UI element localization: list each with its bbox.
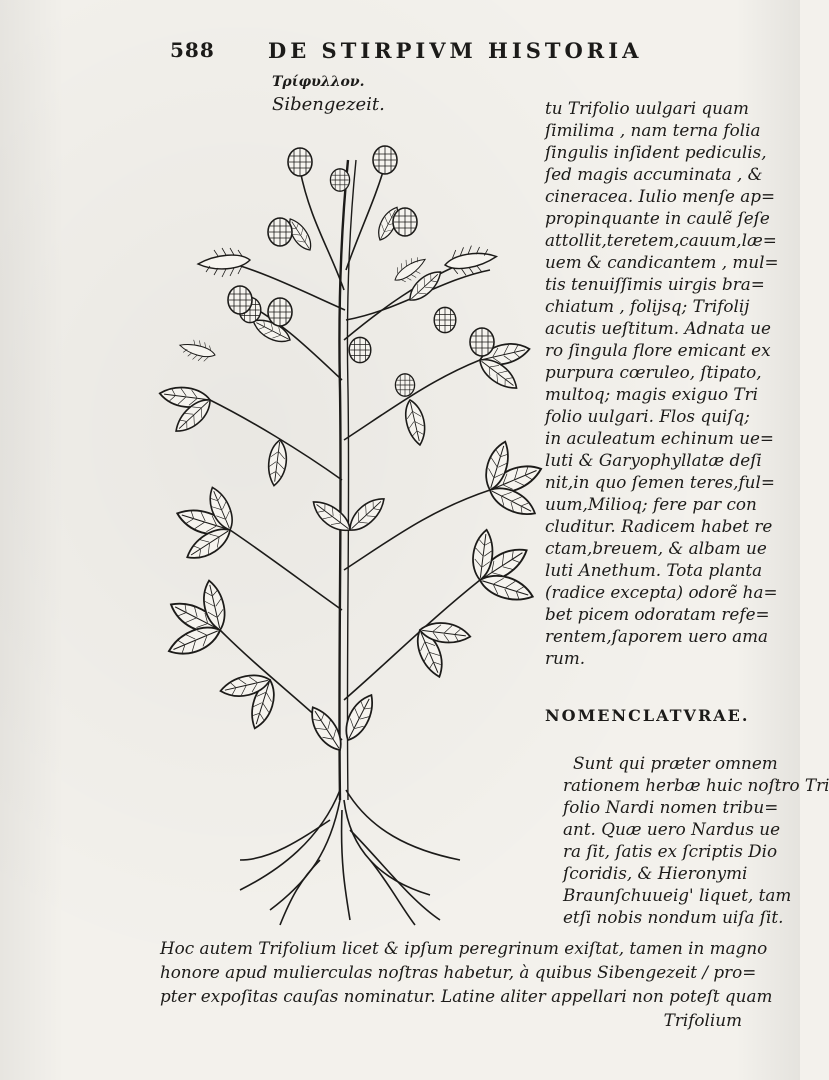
text-line: cluditur. Radicem habet re: [545, 516, 773, 536]
text-line: ſed magis accuminata , &: [545, 164, 763, 184]
text-line: ſcoridis, & Hieronymi: [563, 863, 748, 883]
folio-number: 588: [170, 38, 215, 62]
text-line: ro ſingula flore emicant ex: [545, 340, 771, 360]
text-line: uum,Milioq; fere par con: [545, 494, 757, 514]
text-line: cineracea. Iulio menſe ap=: [545, 186, 776, 206]
text-line: ſingulis inſident pediculis,: [545, 142, 767, 162]
text-line: Trifolium: [663, 1010, 742, 1030]
text-line: rum.: [545, 648, 586, 668]
section-heading-nomenclature: NOMENCLATVRAE.: [545, 706, 750, 725]
text-line: acutis ueſtitum. Adnata ue: [545, 318, 771, 338]
text-line: ctam,breuem, & albam ue: [545, 538, 767, 558]
text-line: Sunt qui præter omnem: [573, 753, 778, 773]
text-line: Hoc autem Trifolium licet & ipſum peregrinum exiſtat, tamen in magno: [160, 938, 768, 958]
trifolium-woodcut-illustration: [180, 140, 540, 930]
text-line: ra ſit, ſatis ex ſcriptis Dio: [563, 841, 778, 861]
text-line: (radice excepta) odorẽ ha=: [545, 582, 778, 602]
text-line: uem & candicantem , mul=: [545, 252, 779, 272]
text-line: luti Anethum. Tota planta: [545, 560, 763, 580]
text-line: chiatum , folijsq; Trifolij: [545, 296, 750, 316]
figure-greek-label: Τρίφυλλον.: [272, 74, 365, 90]
figure-vernacular-label: Sibengezeit.: [272, 94, 385, 115]
text-line: folio Nardi nomen tribu=: [563, 797, 779, 817]
text-line: pter expoſitas cauſas nominatur. Latine aliter appellari non poteſt quam: [160, 986, 773, 1006]
text-line: ſimilima , nam terna folia: [545, 120, 761, 140]
text-line: Braunſchuueig' liquet, tam: [563, 885, 792, 905]
text-line: ant. Quæ uero Nardus ue: [563, 819, 781, 839]
text-line: rationem herbæ huic noſtro Tri: [563, 775, 829, 795]
text-line: purpura cœruleo, ſtipato,: [545, 362, 762, 382]
text-line: etſi nobis nondum uiſa ſit.: [563, 907, 784, 927]
text-line: tis tenuiſſimis uirgis bra=: [545, 274, 765, 294]
page-header: [160, 30, 760, 70]
nomenclature-text: [563, 752, 829, 928]
text-line: folio uulgari. Flos quiſq;: [545, 406, 750, 426]
text-line: nit,in quo ſemen teres,ful=: [545, 472, 775, 492]
text-line: attollit,teretem,cauum,læ=: [545, 230, 777, 250]
text-line: luti & Garyophyllatæ deſi: [545, 450, 762, 470]
text-line: bet picem odoratam refe=: [545, 604, 770, 624]
description-text: [545, 97, 779, 669]
text-line: propinquante in caulẽ ſeſe: [545, 208, 770, 228]
text-line: multoq; magis exiguo Tri: [545, 384, 758, 404]
text-line: tu Trifolio uulgari quam: [545, 98, 749, 118]
text-line: honore apud mulierculas noſtras habetur, à quibus Sibengezeit / pro=: [160, 962, 757, 982]
bottom-paragraph: [160, 936, 773, 1032]
text-line: in aculeatum echinum ue=: [545, 428, 774, 448]
text-line: rentem,ſaporem uero ama: [545, 626, 769, 646]
running-head: DE STIRPIVM HISTORIA: [268, 38, 643, 63]
